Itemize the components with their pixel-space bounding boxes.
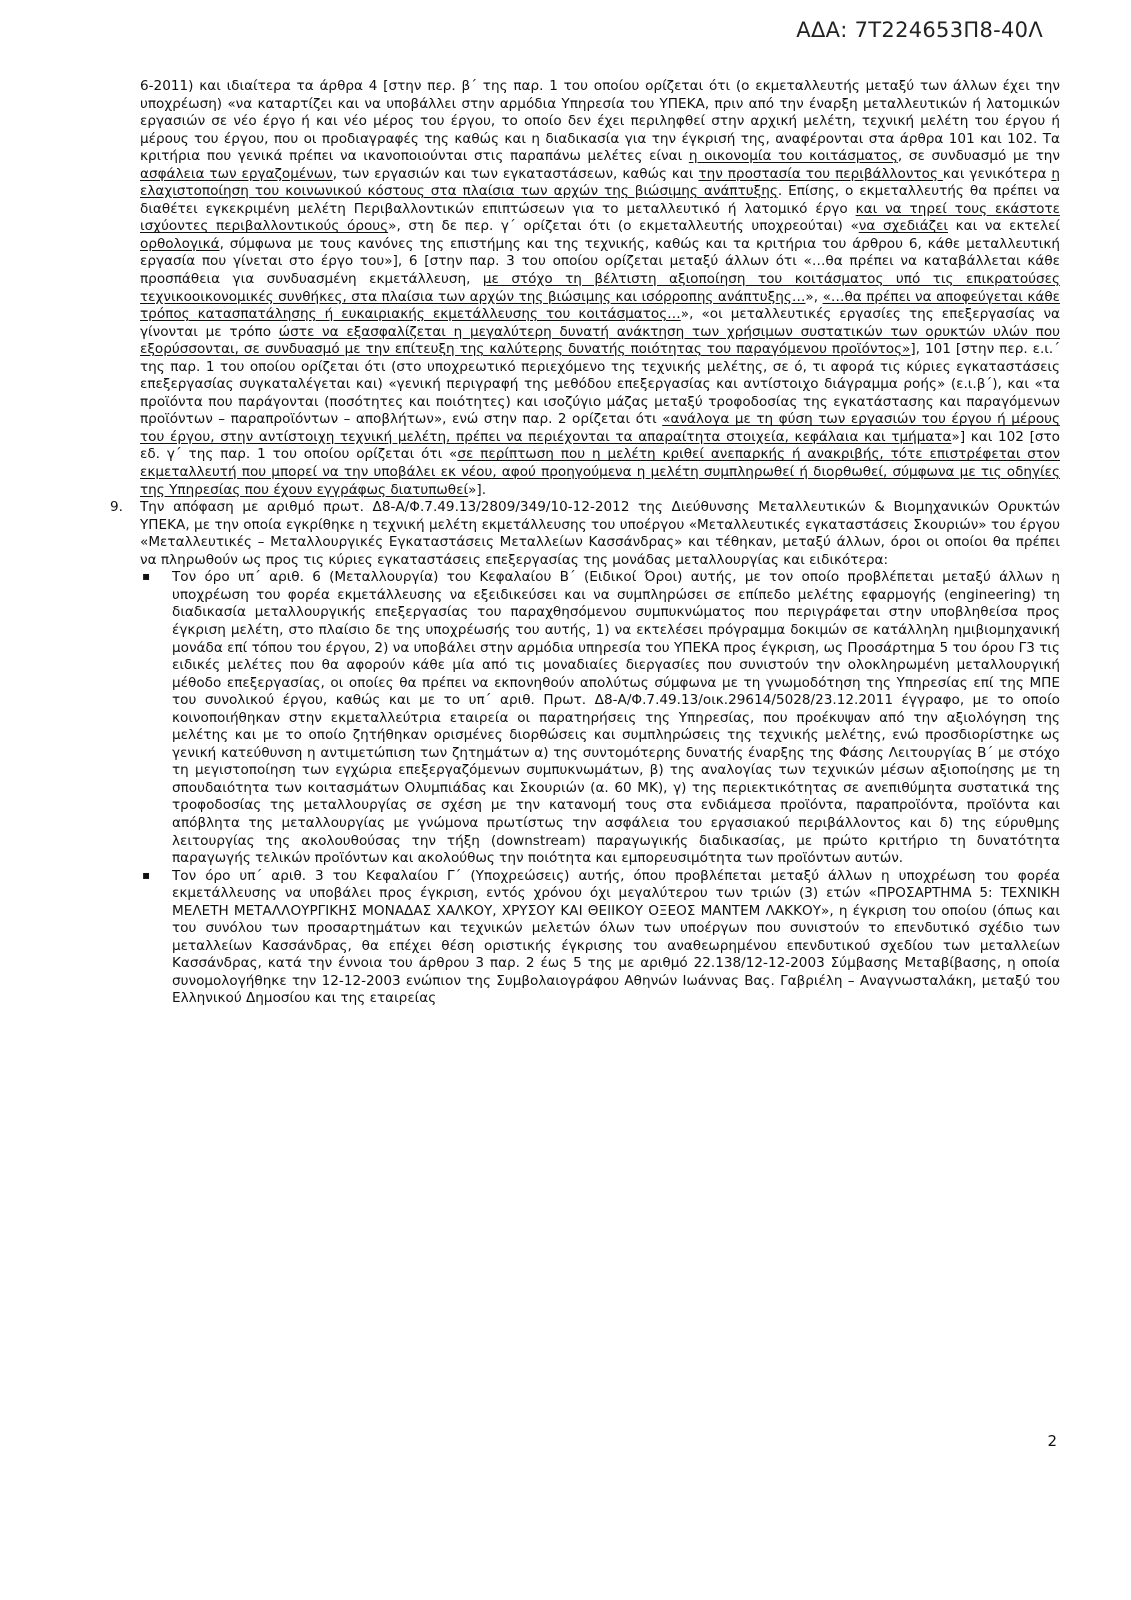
text-segment: »].	[468, 481, 487, 498]
list-item-text: Την απόφαση με αριθμό πρωτ. Δ8-Α/Φ.7.49.13/2809/349/10-12-2012 της Διεύθυνσης Μεταλλευτικών & Βιομηχανικών Ορυκτών ΥΠΕΚΑ, με την οποία εγκρίθηκε η τεχνική μελέτη εκμετάλλευσης του υποέργου «Μεταλλευτικές εγκαταστάσεις Σκουριών» του έργου «Μεταλλευτικές – Μεταλλουργικές Εγκαταστάσεις Μεταλλείων Κασσάνδρας» και τέθηκαν, μεταξύ άλλων, όροι οι οποίοι θα πρέπει να πληρωθούν ως προς τις κύριες εγκαταστάσεις επεξεργασίας της μονάδας μεταλλουργίας και ειδικότερα:	[140, 499, 1060, 568]
text-segment: », στη δε περ. γ΄ ορίζεται ότι (ο εκμεταλλευτής υποχρεούται) «	[388, 218, 859, 235]
list-item-9	[110, 499, 1060, 1008]
paragraph-legal-citations	[140, 78, 1060, 499]
underlined-segment: «…θα πρέπει να αποφεύγεται κάθε τρόπος κατασπατάλησης ή ευκαιριακής εκμετάλλευσης του κοιτάσματος…	[140, 288, 1060, 323]
text-segment: και να εκτελεί	[948, 218, 1060, 235]
text-segment: »] και 102 [στο εδ. γ΄ της παρ. 1 του οποίου ορίζεται ότι «	[140, 428, 1061, 463]
underlined-segment: ορθολογικά	[140, 235, 220, 252]
bullet-marker-icon: ▪	[142, 569, 151, 584]
text-segment: και γενικότερα	[942, 165, 1052, 182]
underlined-segment: με στόχο τη βέλτιστη αξιοποίηση του κοιτάσματος υπό τις επικρατούσες τεχνικοοικονομικές συνθήκες, στα πλαίσια των αρχών της βιώσιμης και ισόρροπης ανάπτυξης…	[140, 271, 1060, 305]
text-segment: , σε συνδυασμό με την	[897, 148, 1060, 165]
text-segment: , των εργασιών και των εγκαταστάσεων, καθώς και	[332, 165, 699, 182]
document-body	[110, 78, 1061, 1008]
underlined-segment: ασφάλεια των εργαζομένων	[140, 165, 333, 182]
underlined-segment: σε περίπτωση που η μελέτη κριθεί ανεπαρκής ή ανακριβής, τότε επιστρέφεται στον εκμεταλλευτή που μπορεί να την υποβάλει εκ νέου, αφού προηγούμενα η μελέτη συμπληρωθεί ή διορθωθεί, σύμφωνα με τις οδηγίες της Υπηρεσίας που έχουν εγγράφως διατυπωθεί	[140, 446, 1060, 498]
bullet-list	[142, 569, 1060, 1008]
underlined-segment: η ελαχιστοποίηση του κοινωνικού κόστους στα πλαίσια των αρχών της βιώσιμης ανάπτυξης	[140, 165, 1060, 200]
text-segment: , σύμφωνα με τους κανόνες της επιστήμης και της τεχνικής, καθώς και τα κριτήρια του άρθρου 6, κάθε μεταλλευτική εργασία που γίνεται στο έργο του»], 6 [στην παρ. 3 του οποίου ορίζεται μεταξύ άλλων ότι «…θα πρέπει να καταβάλλεται κάθε προσπάθεια για συνδυασμένη εκμετάλλευση,	[140, 235, 1060, 288]
list-item-number: 9.	[110, 499, 123, 516]
underlined-segment: η οικονομία του κοιτάσματος	[688, 148, 898, 165]
bullet-item	[142, 867, 1060, 1008]
text-segment: ], 101 [στην περ. ε.ι.΄ της παρ. 1 του οποίου ορίζεται ότι (στο υποχρεωτικό περιεχόμενο της τεχνικής μελέτης, σε ό, τι αφορά τις κύριες εγκαταστάσεις επεξεργασίας συγκαταλέγεται και) «γενική περιγραφή της μεθόδου επεξεργασίας και αντίστοιχο διάγραμμα ροής» (ε.ι.β΄), και «τα προϊόντα που παράγονται (ποσότητες και ποιότητες) και ισοζύγιο μάζας μεταξύ τροφοδοσίας της εγκατάστασης και παραγόμενων προϊόντων – παραπροϊόντων – αποβλήτων», ενώ στην παρ. 2 ορίζεται ότι	[140, 341, 1060, 428]
page-number: 2	[1047, 1432, 1057, 1450]
bullet-item	[142, 569, 1060, 867]
text-segment: »,	[805, 288, 823, 305]
text-segment: . Επίσης, ο εκμεταλλευτής θα πρέπει να διαθέτει εγκεκριμένη μελέτη Περιβαλλοντικών επιπτώσεων για το μεταλλευτικό ή λατομικό έργο	[140, 183, 1060, 217]
underlined-segment: και να τηρεί τους εκάστοτε ισχύοντες περιβαλλοντικούς όρους	[140, 200, 1060, 235]
bullet-marker-icon: ▪	[142, 867, 151, 882]
bullet-text: Τον όρο υπ΄ αριθ. 6 (Μεταλλουργία) του Κεφαλαίου Β΄ (Ειδικοί Όροι) αυτής, με τον οποίο προβλέπεται μεταξύ άλλων η υποχρέωση του φορέα εκμετάλλευσης να εξειδικεύσει και να συμπληρώσει σε επίπεδο μελέτης εφαρμογής (engineering) τη διαδικασία μεταλλουργικής επεξεργασίας του παραχθησόμενου συμπυκνώματος που περιγράφεται στην υποβληθείσα προς έγκριση μελέτη, στο πλαίσιο δε της υποχρέωσής του αυτής, 1) να εκτελέσει πρόγραμμα δοκιμών σε κατάλληλη ημιβιομηχανική μονάδα επί τόπου του έργου, 2) να υποβάλει στην αρμόδια υπηρεσία του ΥΠΕΚΑ προς έγκριση, ως Προσάρτημα 5 του όρου Γ3 τις ειδικές μελέτες που θα αφορούν κάθε μία από τις μοναδιαίες διεργασίες που συνιστούν την ολοκληρωμένη μεταλλουργική μέθοδο επεξεργασίας, οι οποίες θα πρέπει να εκπονηθούν απολύτως σύμφωνα με τη γνωμοδότηση της Υπηρεσίας επί της ΜΠΕ του συνολικού έργου, καθώς και με το υπ΄ αριθ. Πρωτ. Δ8-Α/Φ.7.49.13/οικ.29614/5028/23.12.2011 έγγραφο, με το οποίο κοινοποιήθηκαν στην εκμεταλλεύτρια εταιρεία οι παρατηρήσεις της Υπηρεσίας, που προέκυψαν από την αξιολόγηση της μελέτης και με το οποίο ζητήθηκαν ορισμένες διορθώσεις και συμπληρώσεις της τεχνικής μελέτης, ενώ προσδιορίστηκε ως γενική κατεύθυνση η αντιμετώπιση των ζητημάτων α) της συντομότερης δυνατής έναρξης της Φάσης Λειτουργίας Β΄ με στόχο τη μεγιστοποίηση των εγχώρια επεξεργαζόμενων συμπυκνωμάτων, β) της αναλογίας των τεχνικών μέσων αξιοποίησης με τη σπουδαιότητα των κοιτασμάτων Ολυμπιάδας και Σκουριών (α. 60 ΜΚ), γ) της περιεκτικότητας σε ανεπιθύμητα συστατικά της τροφοδοσίας της μεταλλουργίας σε σχέση με την κατανομή τους στα ενδιάμεσα προϊόντα, παραπροϊόντα, προϊόντα και απόβλητα της μεταλλουργίας με γνώμονα πρωτίστως την ασφάλεια του εργασιακού περιβάλλοντος και δ) της εύρυθμης λειτουργίας της ακολουθούσας την τήξη (downstream) παραγωγικής διαδικασίας, με πρώτο κριτήριο τη δυνατότητα παραγωγής τελικών προϊόντων και ακολούθως την ποιότητα και εμπορευσιμότητα των προϊόντων αυτών.	[172, 569, 1060, 867]
text-segment: 6-2011) και ιδιαίτερα τα άρθρα 4 [στην περ. β΄ της παρ. 1 του οποίου ορίζεται ότι (ο εκμεταλλευτής μεταξύ των άλλων έχει την υποχρέωση) «να καταρτίζει και να υποβάλλει στην αρμόδια Υπηρεσία του ΥΠΕΚΑ, πριν από την έναρξη μεταλλευτικών ή λατομικών εργασιών σε νέο έργο ή και νέο μέρος του έργου, το οποίο δεν έχει περιληφθεί στην αρχική μελέτη, τεχνική μελέτη του έργου ή μέρους του έργου, που οι προδιαγραφές της καθώς και η διαδικασία για την έγκρισή της, αναφέρονται στα άρθρα 101 και 102. Τα κριτήρια που γενικά πρέπει να ικανοποιούνται στις παραπάνω μελέτες είναι	[140, 78, 1060, 165]
ada-identifier: ΑΔΑ: 7Τ224653Π8-40Λ	[796, 18, 1043, 42]
underlined-segment: ώστε να εξασφαλίζεται η μεγαλύτερη δυνατή ανάκτηση των χρήσιμων συστατικών των ορυκτών υλών που εξορύσσονται, σε συνδυασμό με την επίτευξη της καλύτερης δυνατής ποιότητας του παραγόμενου προϊόντος»	[140, 323, 1061, 358]
underlined-segment: «ανάλογα με τη φύση των εργασιών του έργου ή μέρους του έργου, στην αντίστοιχη τεχνική μελέτη, πρέπει να περιέχονται τα απαραίτητα στοιχεία, κεφάλαια και τμήματα	[140, 411, 1060, 445]
text-segment: », «οι μεταλλευτικές εργασίες της επεξεργασίας να γίνονται με τρόπο	[140, 306, 1060, 340]
underlined-segment: την προστασία του περιβάλλοντος	[698, 165, 943, 182]
bullet-text: Τον όρο υπ΄ αριθ. 3 του Κεφαλαίου Γ΄ (Υποχρεώσεις) αυτής, όπου προβλέπεται μεταξύ άλλων η υποχρέωση του φορέα εκμετάλλευσης να υποβάλει προς έγκριση, εντός χρόνου όχι μεγαλύτερου των τριών (3) ετών «ΠΡΟΣΑΡΤΗΜΑ 5: ΤΕΧΝΙΚΗ ΜΕΛΕΤΗ ΜΕΤΑΛΛΟΥΡΓΙΚΗΣ ΜΟΝΑΔΑΣ ΧΑΛΚΟΥ, ΧΡΥΣΟΥ ΚΑΙ ΘΕΙΙΚΟΥ ΟΞΕΟΣ ΜΑΝΤΕΜ ΛΑΚΚΟΥ», η έγκριση του οποίου (όπως και του συνόλου των προσαρτημάτων και τεχνικών μελετών όλων των υποέργων που συνιστούν το επενδυτικό σχέδιο των μεταλλείων Κασσάνδρας, θα επέχει θέση οριστικής έγκρισης του αναθεωρημένου επενδυτικού σχεδίου των μεταλλείων Κασσάνδρας, κατά την έννοια του άρθρου 3 παρ. 2 έως 5 της με αριθμό 22.138/12-12-2003 Σύμβασης Μεταβίβασης, η οποία συνομολογήθηκε την 12-12-2003 ενώπιον της Συμβολαιογράφου Αθηνών Ιωάννας Βας. Γαβριέλη – Αναγνωσταλάκη, μεταξύ του Ελληνικού Δημοσίου και της εταιρείας	[172, 867, 1060, 1007]
underlined-segment: να σχεδιάζει	[858, 218, 949, 235]
